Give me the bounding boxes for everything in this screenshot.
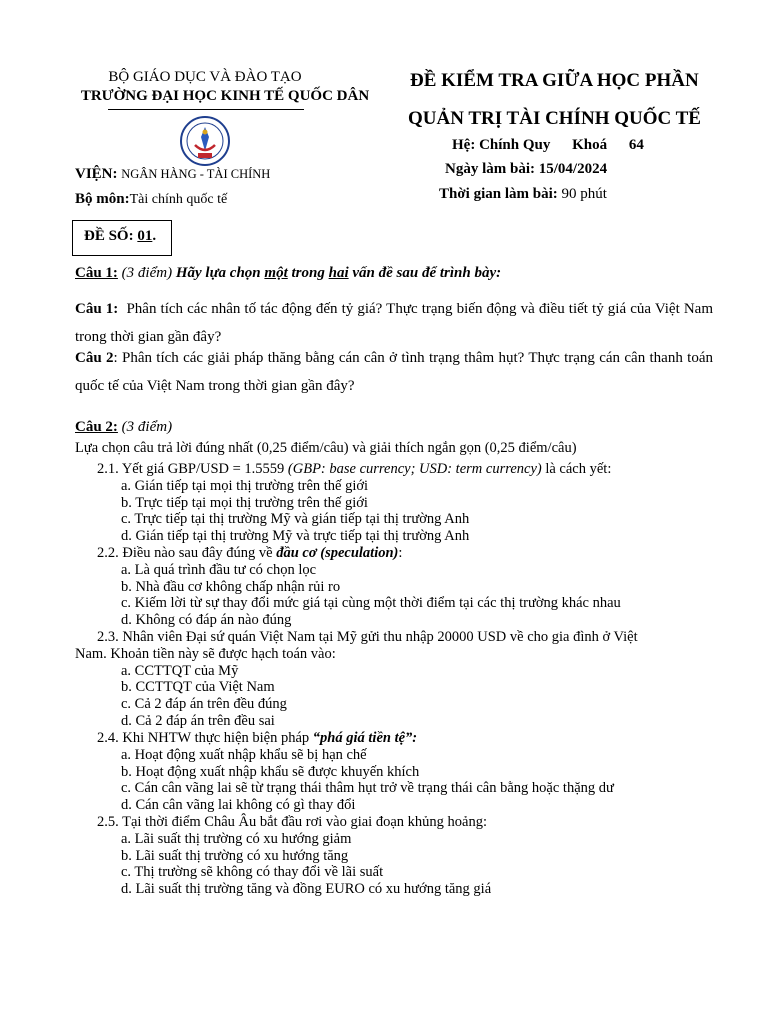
option-2-3-c: c. Cả 2 đáp án trên đều đúng: [121, 696, 287, 712]
university-logo: [179, 115, 231, 167]
option-2-3-a: a. CCTTQT của Mỹ: [121, 663, 239, 679]
ministry-name: BỘ GIÁO DỤC VÀ ĐÀO TẠO: [108, 69, 302, 85]
option-2-4-b: b. Hoạt động xuất nhập khẩu sẽ được khuyến khích: [121, 764, 420, 780]
option-2-5-c: c. Thị trường sẽ không có thay đổi về lãi suất: [121, 864, 384, 880]
section1-question1: Câu 1: Phân tích các nhân tố tác động đến tỷ giá? Thực trạng biến động và điều tiết tỷ giá của Việt Nam trong thời gian gần đây?: [75, 301, 714, 345]
option-2-4-c: c. Cán cân vãng lai sẽ từ trạng thái thâm hụt trở về trạng thái cân bằng hoặc thặng dư: [121, 780, 614, 796]
option-2-3-d: d. Cả 2 đáp án trên đều sai: [121, 713, 275, 729]
header-underline: [108, 109, 304, 110]
section2-instruction: Lựa chọn câu trả lời đúng nhất (0,25 điểm/câu) và giải thích ngắn gọn (0,25 điểm/câu): [75, 440, 577, 456]
university-name: TRƯỜNG ĐẠI HỌC KINH TẾ QUỐC DÂN: [80, 88, 370, 104]
option-2-5-d: d. Lãi suất thị trường tăng và đồng EURO có xu hướng tăng giá: [121, 881, 492, 897]
option-2-5-b: b. Lãi suất thị trường có xu hướng tăng: [121, 848, 349, 864]
duration-line: Thời gian làm bài: 90 phút: [439, 186, 607, 202]
question-2-2: 2.2. Điều nào sau đây đúng về đầu cơ (speculation):: [97, 545, 403, 561]
exam-title-line1: ĐỀ KIỂM TRA GIỮA HỌC PHẦN: [410, 70, 699, 91]
option-2-2-d: d. Không có đáp án nào đúng: [121, 612, 292, 628]
institute-line: VIỆN: NGÂN HÀNG - TÀI CHÍNH: [75, 166, 271, 182]
question-2-1: 2.1. Yết giá GBP/USD = 1.5559 (GBP: base currency; USD: term currency) là cách yết:: [97, 461, 612, 477]
option-2-2-c: c. Kiếm lời từ sự thay đổi mức giá tại cùng một thời điểm tại các thị trường khác nhau: [121, 595, 621, 611]
option-2-2-a: a. Là quá trình đầu tư có chọn lọc: [121, 562, 317, 578]
section1-heading: Câu 1: (3 điểm) Hãy lựa chọn một trong hai vấn đề sau để trình bày:: [75, 265, 502, 281]
question-2-3-line1: 2.3. Nhân viên Đại sứ quán Việt Nam tại Mỹ gửi thu nhập 20000 USD về cho gia đình ở Việt: [97, 629, 638, 645]
option-2-2-b: b. Nhà đầu cơ không chấp nhận rủi ro: [121, 579, 341, 595]
exam-title-line2: QUẢN TRỊ TÀI CHÍNH QUỐC TẾ: [408, 108, 701, 129]
option-2-1-c: c. Trực tiếp tại thị trường Mỹ và gián tiếp tại thị trường Anh: [121, 511, 470, 527]
department-line: Bộ môn:Tài chính quốc tế: [75, 191, 228, 207]
question-2-4: 2.4. Khi NHTW thực hiện biện pháp “phá giá tiền tệ”:: [97, 730, 418, 746]
option-2-4-a: a. Hoạt động xuất nhập khẩu sẽ bị hạn chế: [121, 747, 367, 763]
option-2-1-b: b. Trực tiếp tại mọi thị trường trên thế giới: [121, 495, 368, 511]
option-2-4-d: d. Cán cân vãng lai không có gì thay đổi: [121, 797, 356, 813]
option-2-1-d: d. Gián tiếp tại thị trường Mỹ và trực tiếp tại thị trường Anh: [121, 528, 470, 544]
question-2-5: 2.5. Tại thời điểm Châu Âu bắt đầu rơi vào giai đoạn khủng hoảng:: [97, 814, 487, 830]
section2-heading: Câu 2: (3 điểm): [75, 419, 173, 435]
option-2-1-a: a. Gián tiếp tại mọi thị trường trên thế giới: [121, 478, 369, 494]
option-2-3-b: b. CCTTQT của Việt Nam: [121, 679, 275, 695]
question-2-3-line2: Nam. Khoản tiền này sẽ được hạch toán vào:: [75, 646, 336, 662]
section1-question2: Câu 2: Phân tích các giải pháp thăng bằng cán cân ở tình trạng thâm hụt? Thực trạng cán cân thanh toán quốc tế của Việt Nam trong thời gian gần đây?: [75, 350, 713, 394]
exam-code: ĐỀ SỐ: 01.: [84, 228, 157, 244]
exam-date-line: Ngày làm bài: 15/04/2024: [445, 161, 608, 177]
option-2-5-a: a. Lãi suất thị trường có xu hướng giảm: [121, 831, 352, 847]
system-line: Hệ: Chính Quy Khoá 64: [452, 137, 644, 153]
